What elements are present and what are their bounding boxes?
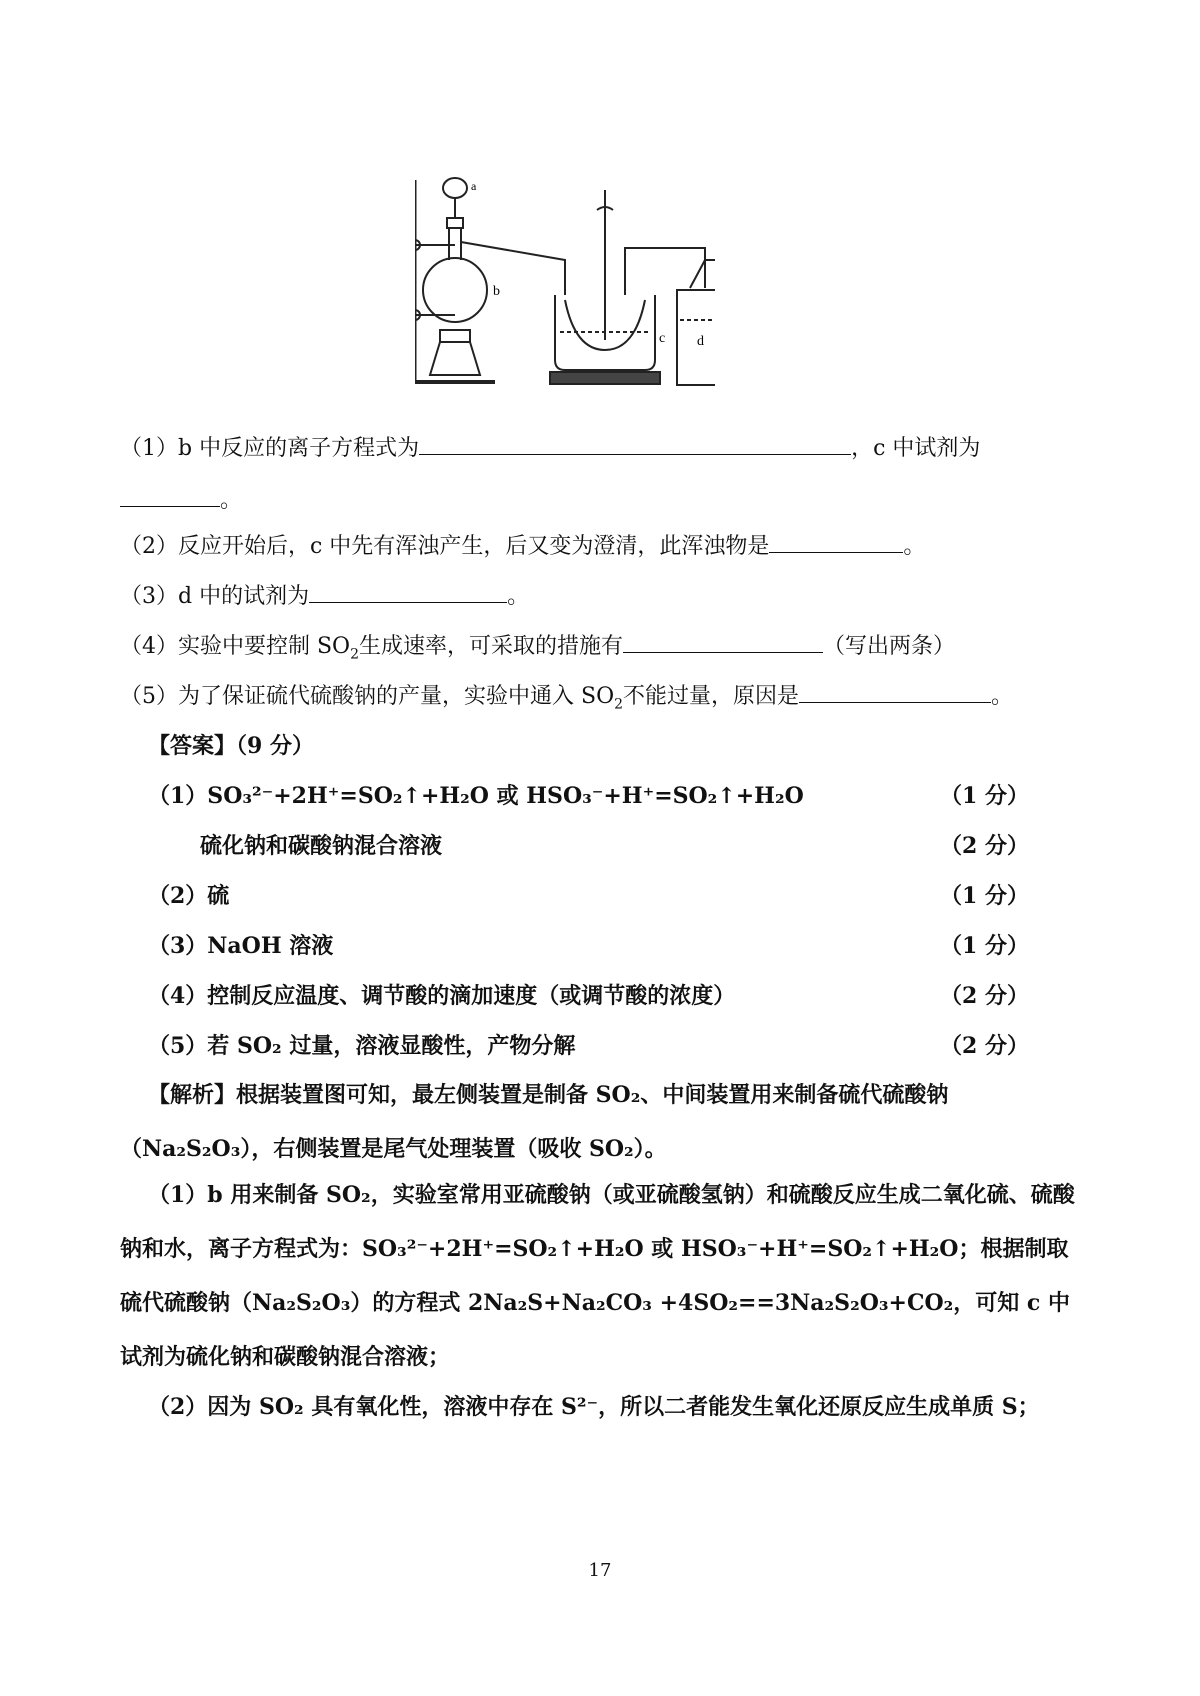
label-c: c — [659, 331, 666, 346]
q3-end: 。 — [507, 584, 530, 609]
analysis-paragraph-3 — [120, 1380, 1080, 1434]
q5-b: 不能过量，原因是 — [623, 684, 800, 709]
analysis-text-2: （1）b 用来制备 SO₂，实验室常用亚硫酸钠（或亚硫酸氢钠）和硫酸反应生成二氧化硫、硫酸钠和水，离子方程式为：SO₃²⁻+2H⁺=SO₂↑+H₂O 或 HSO₃⁻+H⁺=SO₂↑+H₂O；根据制取硫代硫酸钠（Na₂S₂O₃）的方程式 2Na₂S+Na₂CO₃ +4SO₂==3Na₂S₂O₃+CO₂，可知 c 中试剂为硫化钠和碳酸钠混合溶液； — [120, 1182, 1075, 1370]
answer-2-points: （1 分） — [940, 883, 1029, 909]
answer-4: （4）控制反应温度、调节酸的滴加速度（或调节酸的浓度） — [148, 983, 736, 1009]
label-b: b — [493, 284, 500, 299]
question-3 — [120, 580, 1090, 613]
q1-prefix: （1）b 中反应的离子方程式为 — [120, 436, 420, 461]
q4-blank[interactable] — [623, 630, 823, 653]
q1-end: 。 — [220, 488, 243, 513]
answer-1-line1-points: （1 分） — [940, 783, 1029, 809]
q3-text: （3）d 中的试剂为 — [120, 584, 310, 609]
question-4: （4）实验中要控制 $SO_2$生成速率，可采取的措施有 （写出两条） — [120, 630, 1090, 663]
q2-text: （2）反应开始后，c 中先有浑浊产生，后又变为澄清，此浑浊物是 — [120, 534, 770, 559]
q2-end: 。 — [903, 534, 926, 559]
answer-4-points: （2 分） — [940, 983, 1029, 1009]
question-1-cont — [120, 484, 1090, 517]
answer-5-points: （2 分） — [940, 1033, 1029, 1059]
q1-mid: ，c 中试剂为 — [851, 436, 981, 461]
page-number: 17 — [588, 1560, 612, 1581]
question-1 — [120, 432, 1090, 465]
answer-3: （3）NaOH 溶液 — [148, 933, 334, 959]
q4-a: （4）实验中要控制 SO — [120, 634, 351, 659]
answer-1-line2: 硫化钠和碳酸钠混合溶液 — [200, 833, 443, 859]
question-5: （5）为了保证硫代硫酸钠的产量，实验中通入 $SO_2$不能过量，原因是 。 — [120, 680, 1090, 713]
label-d: d — [697, 334, 704, 349]
q1-blank-1[interactable] — [419, 432, 851, 455]
answer-1-line2-points: （2 分） — [940, 833, 1029, 859]
label-a: a — [471, 179, 477, 193]
question-2 — [120, 530, 1090, 563]
analysis-text-3: （2）因为 SO₂ 具有氧化性，溶液中存在 S²⁻，所以二者能发生氧化还原反应生成单质 S； — [148, 1394, 1040, 1420]
analysis-paragraph-1 — [120, 1068, 1080, 1176]
answer-2: （2）硫 — [148, 883, 230, 909]
analysis-text-1: 【解析】根据装置图可知，最左侧装置是制备 SO₂、中间装置用来制备硫代硫酸钠（Na₂S₂O₃），右侧装置是尾气处理装置（吸收 SO₂）。 — [120, 1082, 949, 1162]
answer-5: （5）若 SO₂ 过量，溶液显酸性，产物分解 — [148, 1033, 576, 1059]
q3-blank[interactable] — [309, 580, 507, 603]
q5-blank[interactable] — [799, 680, 991, 703]
answer-heading: 【答案】（9 分） — [148, 733, 314, 759]
apparatus-diagram — [415, 160, 715, 420]
answer-1-line1: （1）SO₃²⁻+2H⁺=SO₂↑+H₂O 或 HSO₃⁻+H⁺=SO₂↑+H₂O — [148, 783, 804, 809]
q4-end: （写出两条） — [823, 634, 956, 659]
analysis-paragraph-2 — [120, 1168, 1080, 1384]
q1-blank-2[interactable] — [120, 484, 220, 507]
q5-a: （5）为了保证硫代硫酸钠的产量，实验中通入 SO — [120, 684, 615, 709]
q4-b: 生成速率，可采取的措施有 — [359, 634, 624, 659]
answer-3-points: （1 分） — [940, 933, 1029, 959]
q2-blank[interactable] — [769, 530, 903, 553]
q5-end: 。 — [991, 684, 1014, 709]
